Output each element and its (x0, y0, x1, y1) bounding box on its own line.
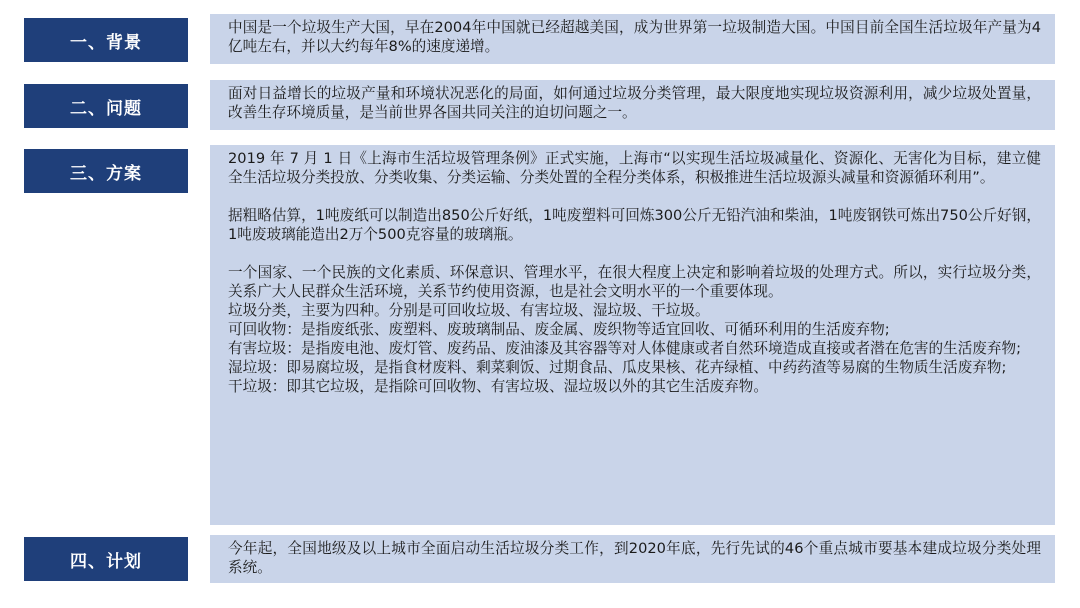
paragraph: 面对日益增长的垃圾产量和环境状况恶化的局面，如何通过垃圾分类管理，最大限度地实现垃圾资源利用，减少垃圾处置量，改善生存环境质量，是当前世界各国共同关注的迫切问题之一。 (228, 85, 1041, 121)
paragraph: 2019 年 7 月 1 日《上海市生活垃圾管理条例》正式实施，上海市“以实现生活垃圾减量化、资源化、无害化为目标，建立健全生活垃圾分类投放、分类收集、分类运输、分类处置的全程分类体系，积极推进生活垃圾源头减量和资源循环利用”。 (228, 150, 1041, 186)
section-label: 二、问题 (24, 84, 188, 128)
paragraph: 今年起，全国地级及以上城市全面启动生活垃圾分类工作，到2020年底，先行先试的46个重点城市要基本建成垃圾分类处理系统。 (228, 540, 1041, 576)
paragraph: 中国是一个垃圾生产大国，早在2004年中国就已经超越美国，成为世界第一垃圾制造大国。中国目前全国生活垃圾年产量为4亿吨左右，并以大约每年8%的速度递增。 (228, 19, 1041, 55)
section-content (210, 14, 1055, 64)
section-content (210, 145, 1055, 525)
section-content (210, 535, 1055, 583)
paragraph: 有害垃圾：是指废电池、废灯管、废药品、废油漆及其容器等对人体健康或者自然环境造成直接或者潜在危害的生活废弃物; (228, 340, 1021, 357)
paragraph: 可回收物：是指废纸张、废塑料、废玻璃制品、废金属、废织物等适宜回收、可循环利用的生活废弃物; (228, 321, 890, 338)
paragraph: 干垃圾：即其它垃圾，是指除可回收物、有害垃圾、湿垃圾以外的其它生活废弃物。 (228, 378, 768, 395)
section-label: 四、计划 (24, 537, 188, 581)
paragraph: 一个国家、一个民族的文化素质、环保意识、管理水平，在很大程度上决定和影响着垃圾的处理方式。所以，实行垃圾分类，关系广大人民群众生活环境，关系节约使用资源，也是社会文明水平的一个重要体现。 (228, 264, 1041, 300)
section-content (210, 80, 1055, 130)
section-label: 一、背景 (24, 18, 188, 62)
paragraph: 垃圾分类，主要为四种。分别是可回收垃圾、有害垃圾、湿垃圾、干垃圾。 (228, 302, 710, 319)
section-label: 三、方案 (24, 149, 188, 193)
paragraph: 据粗略估算，1吨废纸可以制造出850公斤好纸，1吨废塑料可回炼300公斤无铅汽油和柴油，1吨废钢铁可炼出750公斤好钢，1吨废玻璃能造出2万个500克容量的玻璃瓶。 (228, 207, 1041, 243)
paragraph: 湿垃圾：即易腐垃圾，是指食材废料、剩菜剩饭、过期食品、瓜皮果核、花卉绿植、中药药渣等易腐的生物质生活废弃物; (228, 359, 1007, 376)
